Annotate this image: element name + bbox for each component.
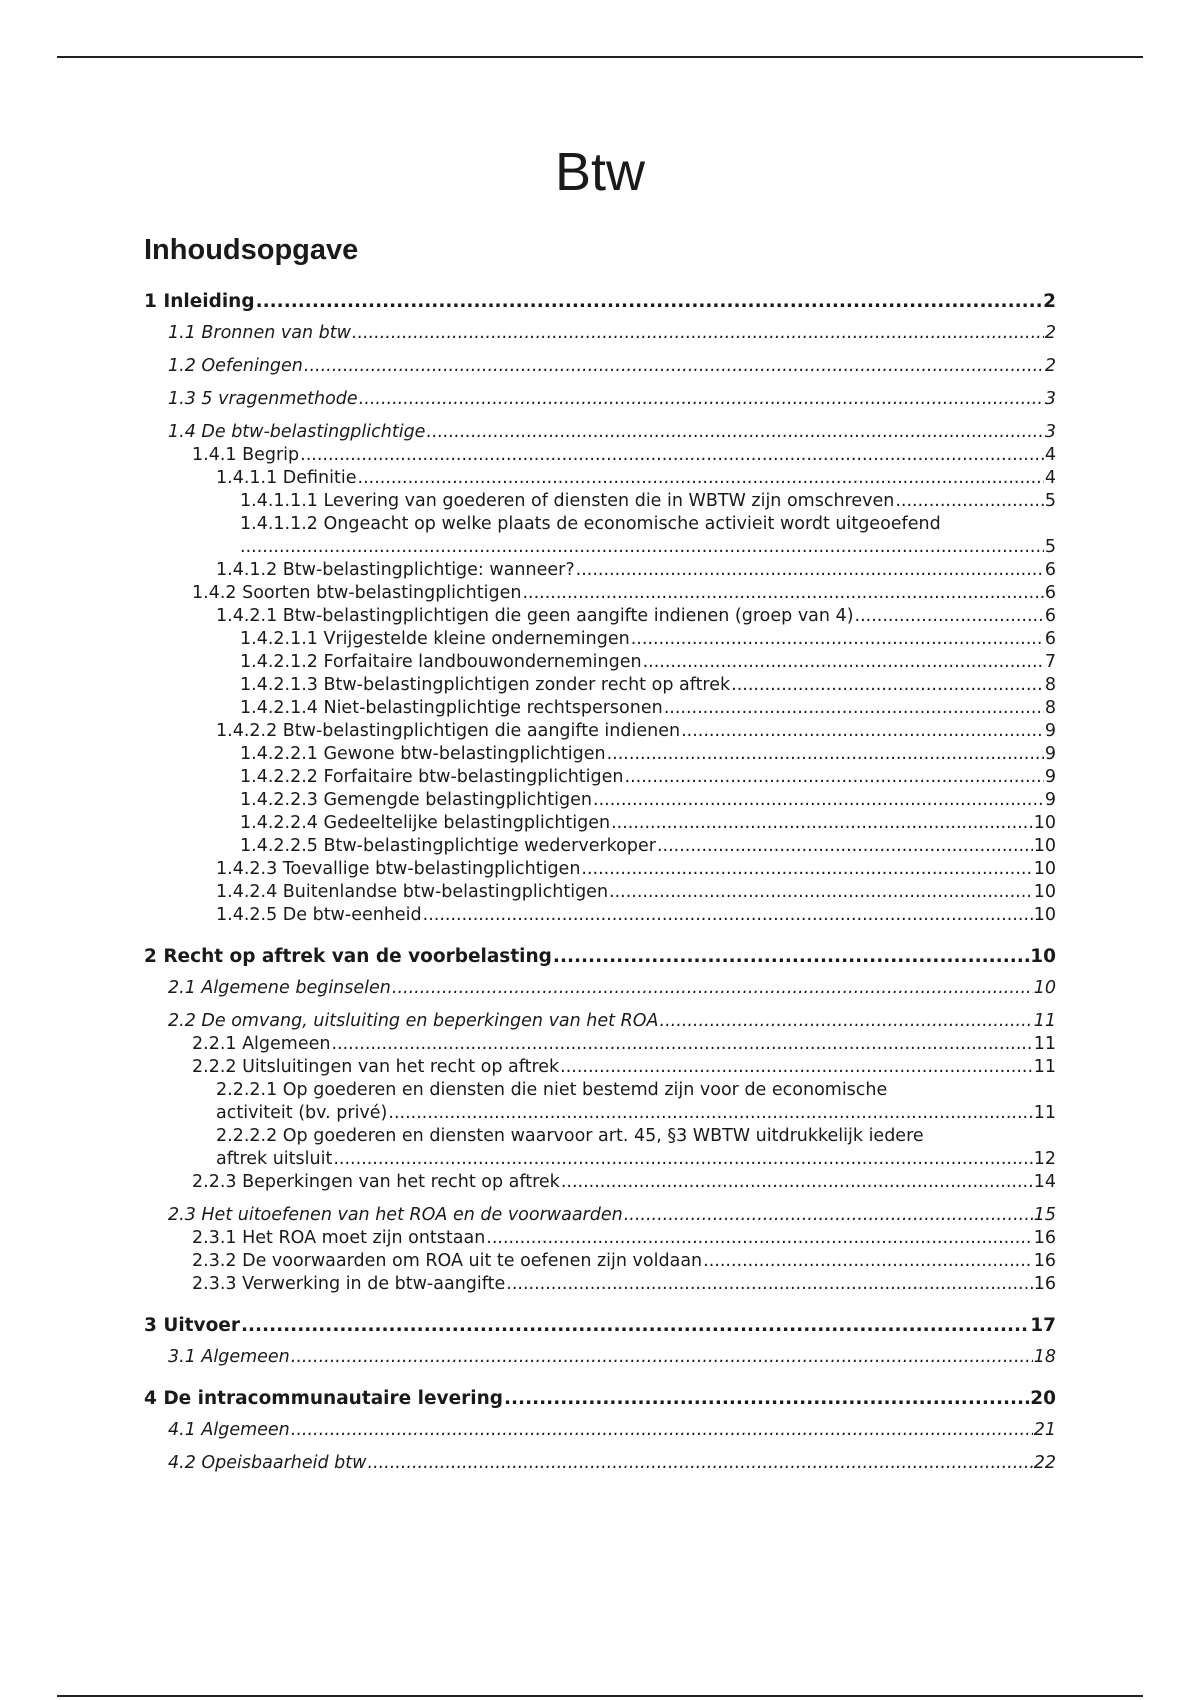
toc-entry-text: 1.4.2.4 Buitenlandse btw-belastingplichtigen — [216, 882, 609, 902]
toc-entry-text: 1.4.2.2.3 Gemengde belastingplichtigen — [240, 790, 592, 810]
toc-heading: Inhoudsopgave — [144, 234, 359, 266]
toc-entry-text: 1.4.2.2.2 Forfaitaire btw-belastingplichtigen — [240, 767, 624, 787]
dot-leader — [522, 582, 1043, 605]
toc-entry-text: 2.3.1 Het ROA moet zijn ontstaan — [192, 1228, 486, 1248]
toc-page-number: 6 — [1044, 560, 1056, 580]
toc-page-number: 4 — [1044, 445, 1056, 465]
dot-leader — [660, 1010, 1033, 1033]
dot-leader — [300, 444, 1044, 467]
toc-page-number: 10 — [1033, 882, 1056, 902]
toc-entry-text: 3 Uitvoer — [144, 1315, 240, 1336]
dot-leader — [367, 1452, 1032, 1475]
toc-entry-level-5[interactable] — [144, 766, 1056, 789]
toc-entry-text: 1.2 Oefeningen — [168, 356, 303, 376]
dot-leader — [895, 490, 1044, 513]
dot-leader — [581, 858, 1032, 881]
toc-page-number: 15 — [1033, 1205, 1056, 1225]
dot-leader — [703, 1250, 1033, 1273]
toc-entry-text: 4.2 Opeisbaarheid btw — [168, 1453, 367, 1473]
toc-entry-text: 4.1 Algemeen — [168, 1420, 290, 1440]
toc-entry-level-4[interactable] — [144, 467, 1056, 490]
toc-entry-text: 1.4.2.1.2 Forfaitaire landbouwondernemingen — [240, 652, 642, 672]
toc-page-number: 10 — [1033, 859, 1056, 879]
dot-leader — [392, 977, 1033, 1000]
toc-page-number: 16 — [1033, 1274, 1056, 1294]
dot-leader — [426, 421, 1043, 444]
toc-entry-level-3[interactable] — [144, 1273, 1056, 1296]
toc-entry-text: 1.4.2.1.1 Vrijgestelde kleine ondernemingen — [240, 629, 630, 649]
toc-entry-text: activiteit (bv. privé) — [216, 1103, 388, 1123]
toc-page-number: 5 — [1044, 491, 1056, 511]
toc-entry-level-3[interactable] — [144, 444, 1056, 467]
toc-page-number: 2 — [1044, 323, 1056, 343]
toc-entry-level-2[interactable] — [144, 1010, 1056, 1033]
toc-entry-level-4[interactable] — [144, 1125, 1056, 1171]
toc-entry-text: 2.1 Algemene beginselen — [168, 978, 391, 998]
toc-entry-level-3[interactable] — [144, 1033, 1056, 1056]
toc-entry-level-3[interactable] — [144, 1250, 1056, 1273]
toc-page-number: 6 — [1044, 629, 1056, 649]
dot-leader — [643, 651, 1044, 674]
dot-leader — [333, 1148, 1032, 1171]
dot-leader — [331, 1033, 1032, 1056]
dot-leader — [609, 881, 1033, 904]
toc-page-number: 21 — [1033, 1420, 1056, 1440]
dot-leader — [506, 1273, 1032, 1296]
toc-entry-level-2[interactable] — [144, 977, 1056, 1000]
toc-page-number: 11 — [1033, 1057, 1056, 1077]
toc-entry-text: 3.1 Algemeen — [168, 1347, 290, 1367]
dot-leader — [352, 322, 1044, 345]
toc-page-number: 10 — [1033, 813, 1056, 833]
toc-entry-text: 1.4.2.1.4 Niet-belastingplichtige rechtspersonen — [240, 698, 663, 718]
toc-page-number: 6 — [1044, 583, 1056, 603]
toc-entry-level-5[interactable] — [144, 651, 1056, 674]
toc-entry-level-5[interactable] — [144, 789, 1056, 812]
toc-entry-level-5[interactable] — [144, 835, 1056, 858]
dot-leader — [611, 812, 1033, 835]
toc-entry-text: 1.4 De btw-belastingplichtige — [168, 422, 426, 442]
toc-entry-level-4[interactable] — [144, 904, 1056, 927]
toc-entry-level-2[interactable] — [144, 1419, 1056, 1442]
toc-entry-text: 2.2.2 Uitsluitingen van het recht op aftrek — [192, 1057, 560, 1077]
toc-entry-text: 2 Recht op aftrek van de voorbelasting — [144, 946, 552, 967]
toc-page-number: 17 — [1030, 1315, 1056, 1336]
toc-entry-level-5[interactable] — [144, 697, 1056, 720]
toc-page-number: 2 — [1044, 356, 1056, 376]
toc-entry-level-3[interactable] — [144, 582, 1056, 605]
dot-leader — [576, 559, 1044, 582]
toc-page-number: 14 — [1033, 1172, 1056, 1192]
dot-leader — [553, 945, 1029, 968]
toc-entry-level-4[interactable] — [144, 1079, 1056, 1125]
toc-entry-level-5[interactable] — [144, 674, 1056, 697]
toc-page-number: 9 — [1044, 767, 1056, 787]
toc-page-number: 18 — [1033, 1347, 1056, 1367]
toc-page-number: 10 — [1033, 905, 1056, 925]
toc-page-number: 5 — [1044, 537, 1056, 557]
toc-page-number: 9 — [1044, 721, 1056, 741]
toc-page-number: 16 — [1033, 1251, 1056, 1271]
toc-entry-level-1[interactable] — [144, 945, 1056, 968]
toc-page-number: 20 — [1030, 1388, 1056, 1409]
toc-page-number: 8 — [1044, 698, 1056, 718]
toc-page-number: 3 — [1044, 389, 1056, 409]
dot-leader — [291, 1346, 1033, 1369]
toc-entry-level-5[interactable] — [144, 743, 1056, 766]
toc-page-number: 9 — [1044, 744, 1056, 764]
toc-entry-text: 1.4.1.2 Btw-belastingplichtige: wanneer? — [216, 560, 575, 580]
toc-entry-level-2[interactable] — [144, 355, 1056, 378]
toc-entry-text: 1 Inleiding — [144, 291, 255, 312]
toc-entry-text: aftrek uitsluit — [216, 1149, 333, 1169]
dot-leader — [256, 290, 1043, 313]
dot-leader — [593, 789, 1044, 812]
dot-leader — [731, 674, 1044, 697]
toc-entry-level-3[interactable] — [144, 1056, 1056, 1079]
dot-leader — [504, 1387, 1029, 1410]
footer-rule — [57, 1695, 1143, 1697]
dot-leader — [664, 697, 1044, 720]
dot-leader — [625, 766, 1044, 789]
toc-page-number: 3 — [1044, 422, 1056, 442]
toc-entry-level-5[interactable] — [144, 490, 1056, 513]
toc-entry-level-3[interactable] — [144, 1171, 1056, 1194]
toc-entry-text: 1.4.2.2.1 Gewone btw-belastingplichtigen — [240, 744, 606, 764]
toc-page-number: 6 — [1044, 606, 1056, 626]
toc-entry-text: 2.2.2.2 Op goederen en diensten waarvoor art. 45, §3 WBTW uitdrukkelijk iedere — [216, 1126, 924, 1146]
toc-page-number: 16 — [1033, 1228, 1056, 1248]
dot-leader — [624, 1204, 1033, 1227]
dot-leader — [423, 904, 1033, 927]
dot-leader — [304, 355, 1044, 378]
toc-entry-level-2[interactable] — [144, 388, 1056, 411]
toc-page-number: 11 — [1033, 1034, 1056, 1054]
toc-entry-text: 1.3 5 vragenmethode — [168, 389, 358, 409]
toc-page-number: 22 — [1033, 1453, 1056, 1473]
dot-leader — [388, 1102, 1032, 1125]
dot-leader — [560, 1056, 1033, 1079]
toc-entry-text: 1.4.1 Begrip — [192, 445, 300, 465]
toc-entry-text: 1.4.2.2.5 Btw-belastingplichtige wederverkoper — [240, 836, 656, 856]
toc-entry-level-4[interactable] — [144, 720, 1056, 743]
toc-page-number: 12 — [1033, 1149, 1056, 1169]
dot-leader — [291, 1419, 1033, 1442]
toc-entry-level-3[interactable] — [144, 1227, 1056, 1250]
dot-leader — [631, 628, 1044, 651]
toc-page-number: 11 — [1033, 1103, 1056, 1123]
dot-leader — [359, 388, 1044, 411]
dot-leader — [358, 467, 1044, 490]
toc-entry-text: 1.4.1.1.1 Levering van goederen of diensten die in WBTW zijn omschreven — [240, 491, 895, 511]
toc-entry-level-5[interactable] — [144, 513, 1056, 559]
toc-entry-text: 1.4.2.3 Toevallige btw-belastingplichtigen — [216, 859, 581, 879]
toc-entry-text: 1.4.2 Soorten btw-belastingplichtigen — [192, 583, 522, 603]
toc-entry-text: 1.1 Bronnen van btw — [168, 323, 351, 343]
toc-entry-level-2[interactable] — [144, 1204, 1056, 1227]
toc-entry-level-4[interactable] — [144, 858, 1056, 881]
toc-entry-text: 1.4.1.1 Definitie — [216, 468, 357, 488]
toc-page-number: 11 — [1033, 1011, 1056, 1031]
dot-leader — [855, 605, 1044, 628]
toc-entry-text: 2.3.2 De voorwaarden om ROA uit te oefenen zijn voldaan — [192, 1251, 703, 1271]
toc-entry-level-5[interactable] — [144, 812, 1056, 835]
toc-entry-text: 2.2 De omvang, uitsluiting en beperkingen van het ROA — [168, 1011, 659, 1031]
toc-entry-text: 2.2.2.1 Op goederen en diensten die niet bestemd zijn voor de economische — [216, 1080, 888, 1100]
toc-page-number: 10 — [1030, 946, 1056, 967]
toc-entry-text: 2.2.1 Algemeen — [192, 1034, 331, 1054]
toc-entry-level-2[interactable] — [144, 322, 1056, 345]
toc-page-number: 7 — [1044, 652, 1056, 672]
toc-entry-text: 2.3 Het uitoefenen van het ROA en de voorwaarden — [168, 1205, 623, 1225]
toc-entry-text: 1.4.2.1 Btw-belastingplichtigen die geen aangifte indienen (groep van 4) — [216, 606, 854, 626]
toc-entry-level-4[interactable] — [144, 605, 1056, 628]
toc-page-number: 10 — [1033, 978, 1056, 998]
toc-entry-level-2[interactable] — [144, 1346, 1056, 1369]
toc-entry-level-1[interactable] — [144, 1314, 1056, 1337]
dot-leader — [486, 1227, 1032, 1250]
toc-entry-text: 1.4.2.5 De btw-eenheid — [216, 905, 422, 925]
toc-entry-level-5[interactable] — [144, 628, 1056, 651]
toc-entry-level-2[interactable] — [144, 1452, 1056, 1475]
toc-entry-level-1[interactable] — [144, 1387, 1056, 1410]
toc-entry-text: 2.2.3 Beperkingen van het recht op aftrek — [192, 1172, 560, 1192]
toc-entry-level-4[interactable] — [144, 559, 1056, 582]
toc-entry-text: 2.3.3 Verwerking in de btw-aangifte — [192, 1274, 506, 1294]
dot-leader — [240, 536, 1044, 559]
toc-page-number: 2 — [1043, 291, 1056, 312]
document-title: Btw — [554, 142, 646, 202]
toc-entry-text: 1.4.2.1.3 Btw-belastingplichtigen zonder recht op aftrek — [240, 675, 731, 695]
header-rule — [57, 56, 1143, 58]
toc-entry-text: 1.4.1.1.2 Ongeacht op welke plaats de economische activieit wordt uitgeoefend — [240, 514, 941, 534]
toc-entry-text: 1.4.2.2 Btw-belastingplichtigen die aangifte indienen — [216, 721, 681, 741]
toc-entry-text: 4 De intracommunautaire levering — [144, 1388, 503, 1409]
toc-entry-text: 1.4.2.2.4 Gedeeltelijke belastingplichtigen — [240, 813, 611, 833]
table-of-contents — [144, 290, 1056, 1475]
toc-entry-level-1[interactable] — [144, 290, 1056, 313]
dot-leader — [681, 720, 1044, 743]
dot-leader — [657, 835, 1033, 858]
toc-page-number: 4 — [1044, 468, 1056, 488]
dot-leader — [561, 1171, 1033, 1194]
toc-page-number: 8 — [1044, 675, 1056, 695]
toc-entry-level-4[interactable] — [144, 881, 1056, 904]
toc-page-number: 10 — [1033, 836, 1056, 856]
toc-entry-level-2[interactable] — [144, 421, 1056, 444]
dot-leader — [607, 743, 1044, 766]
dot-leader — [241, 1314, 1029, 1337]
toc-page-number: 9 — [1044, 790, 1056, 810]
